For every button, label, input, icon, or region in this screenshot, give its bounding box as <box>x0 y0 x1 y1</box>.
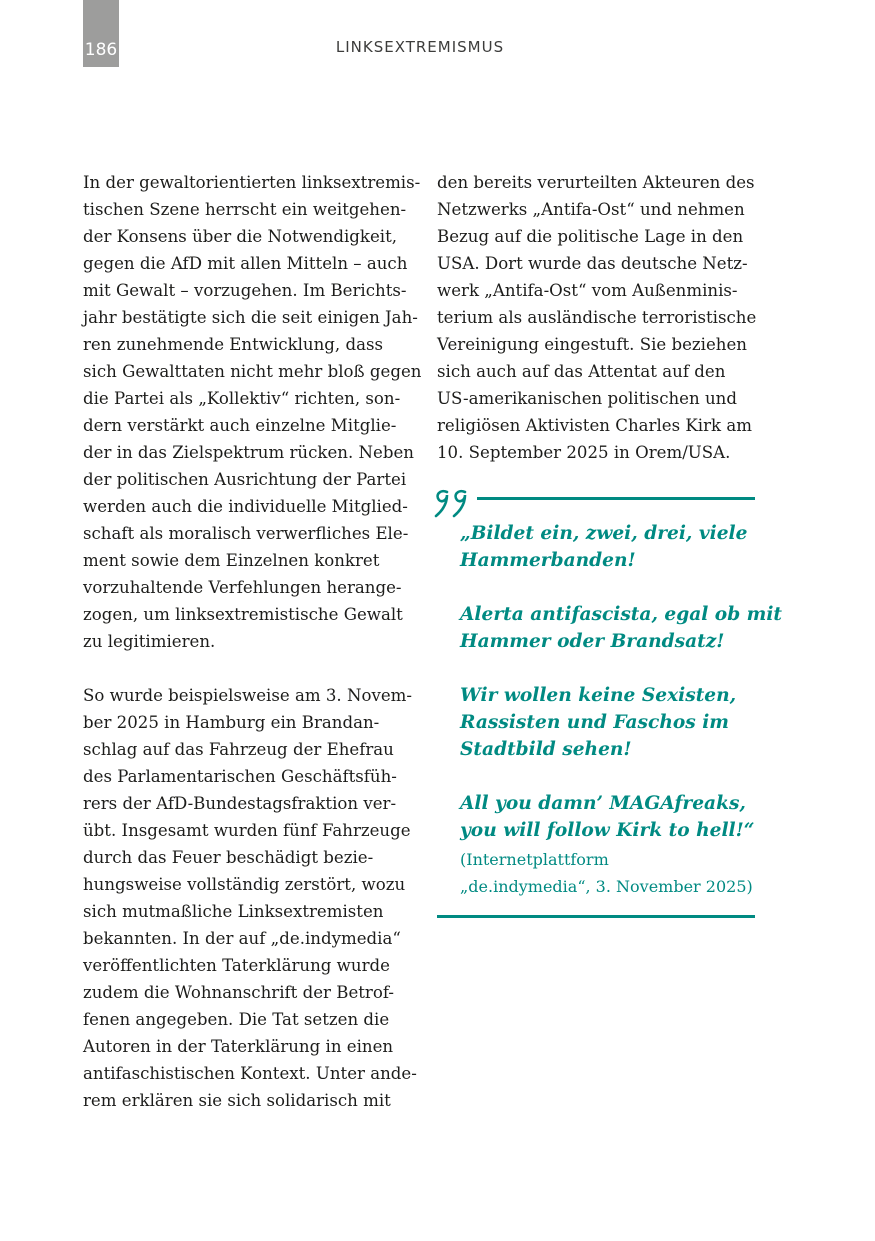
text-line: tischen Szene herrscht ein weitgehen- <box>83 200 407 219</box>
text-line: der politischen Ausrichtung der Partei <box>83 470 407 489</box>
quote-line: All you damn’ MAGAfreaks, <box>460 793 746 814</box>
text-line: werk „Antifa-Ost“ vom Außenminis- <box>437 281 738 300</box>
quote-line: Hammer oder Brandsatz! <box>460 631 725 652</box>
left-paragraph-1 <box>83 169 422 655</box>
text-line: Bezug auf die politische Lage in den <box>437 227 744 246</box>
quotation-mark-icon <box>434 486 474 520</box>
right-paragraph-1 <box>437 169 757 466</box>
text-line: veröffentlichten Taterklärung wurde <box>83 956 390 975</box>
quote-source-line: (Internetplattform <box>460 850 609 869</box>
text-line: fenen angegeben. Die Tat setzen die <box>83 1010 390 1029</box>
text-line: mit Gewalt – vorzugehen. Im Berichts- <box>83 281 407 300</box>
text-line: werden auch die individuelle Mitglied- <box>83 497 408 516</box>
text-line: religiösen Aktivisten Charles Kirk am <box>437 416 752 435</box>
text-line: jahr bestätigte sich die seit einigen Jah- <box>83 308 418 327</box>
text-line: vorzuhaltende Verfehlungen herange- <box>83 578 402 597</box>
text-line: Netzwerks „Antifa-Ost“ und nehmen <box>437 200 745 219</box>
text-line: USA. Dort wurde das deutsche Netz- <box>437 254 748 273</box>
quote-bottom-rule <box>437 915 755 918</box>
text-line: zogen, um linksextremistische Gewalt <box>83 605 403 624</box>
text-line: US-amerikanischen politischen und <box>437 389 737 408</box>
quote-source-line: „de.indymedia“, 3. November 2025) <box>460 877 753 896</box>
text-line: schaft als moralisch verwerfliches Ele- <box>83 524 409 543</box>
right-column <box>437 169 757 466</box>
quote-top-rule <box>477 497 755 500</box>
quote-line: Wir wollen keine Sexisten, <box>460 685 737 706</box>
left-paragraph-2 <box>83 682 417 1114</box>
quote-source <box>460 846 753 900</box>
text-line: sich mutmaßliche Linksextremisten <box>83 902 384 921</box>
text-line: Autoren in der Taterklärung in einen <box>83 1037 394 1056</box>
running-head: LINKSEXTREMISMUS <box>335 38 505 56</box>
text-line: die Partei als „Kollektiv“ richten, son- <box>83 389 401 408</box>
quote-line: Rassisten und Faschos im <box>460 712 729 733</box>
text-line: durch das Feuer beschädigt bezie- <box>83 848 374 867</box>
text-line: zu legitimieren. <box>83 632 216 651</box>
page-number: 186 <box>84 40 118 60</box>
text-line: 10. September 2025 in Orem/USA. <box>437 443 731 462</box>
page-number-box <box>83 0 119 67</box>
quote-line: „Bildet ein, zwei, drei, viele <box>460 523 748 544</box>
text-line: So wurde beispielsweise am 3. Novem- <box>83 686 413 705</box>
quote-box <box>437 486 783 918</box>
text-line: terium als ausländische terroristische <box>437 308 757 327</box>
text-line: bekannten. In der auf „de.indymedia“ <box>83 929 401 948</box>
text-line: ber 2025 in Hamburg ein Brandan- <box>83 713 380 732</box>
quote-line: Stadtbild sehen! <box>460 739 632 760</box>
text-line: sich auch auf das Attentat auf den <box>437 362 726 381</box>
text-line: Vereinigung eingestuft. Sie beziehen <box>437 335 747 354</box>
text-line: rers der AfD-Bundestagsfraktion ver- <box>83 794 397 813</box>
paragraph-gap <box>83 655 413 682</box>
stanza-gap <box>460 574 782 601</box>
stanza-gap <box>460 655 782 682</box>
left-column <box>83 169 422 1114</box>
text-line: In der gewaltorientierten linksextremis- <box>83 173 421 192</box>
text-line: ment sowie dem Einzelnen konkret <box>83 551 380 570</box>
text-line: antifaschistischen Kontext. Unter ande- <box>83 1064 417 1083</box>
quote-line: Hammerbanden! <box>460 550 636 571</box>
stanza-gap <box>460 763 782 790</box>
text-line: übt. Insgesamt wurden fünf Fahrzeuge <box>83 821 411 840</box>
text-line: zudem die Wohnanschrift der Betrof- <box>83 983 395 1002</box>
text-line: rem erklären sie sich solidarisch mit <box>83 1091 391 1110</box>
text-line: gegen die AfD mit allen Mitteln – auch <box>83 254 408 273</box>
quote-line: Alerta antifascista, egal ob mit <box>460 604 783 625</box>
text-line: hungsweise vollständig zerstört, wozu <box>83 875 406 894</box>
text-line: sich Gewalttaten nicht mehr bloß gegen <box>83 362 422 381</box>
quote-line: you will follow Kirk to hell!“ <box>460 820 755 841</box>
text-line: ren zunehmende Entwicklung, dass <box>83 335 384 354</box>
quote-text <box>460 520 782 844</box>
text-line: der in das Zielspektrum rücken. Neben <box>83 443 414 462</box>
text-line: schlag auf das Fahrzeug der Ehefrau <box>83 740 394 759</box>
text-line: der Konsens über die Notwendigkeit, <box>83 227 398 246</box>
text-line: den bereits verurteilten Akteuren des <box>437 173 755 192</box>
text-line: dern verstärkt auch einzelne Mitglie- <box>83 416 397 435</box>
text-line: des Parlamentarischen Geschäftsfüh- <box>83 767 397 786</box>
